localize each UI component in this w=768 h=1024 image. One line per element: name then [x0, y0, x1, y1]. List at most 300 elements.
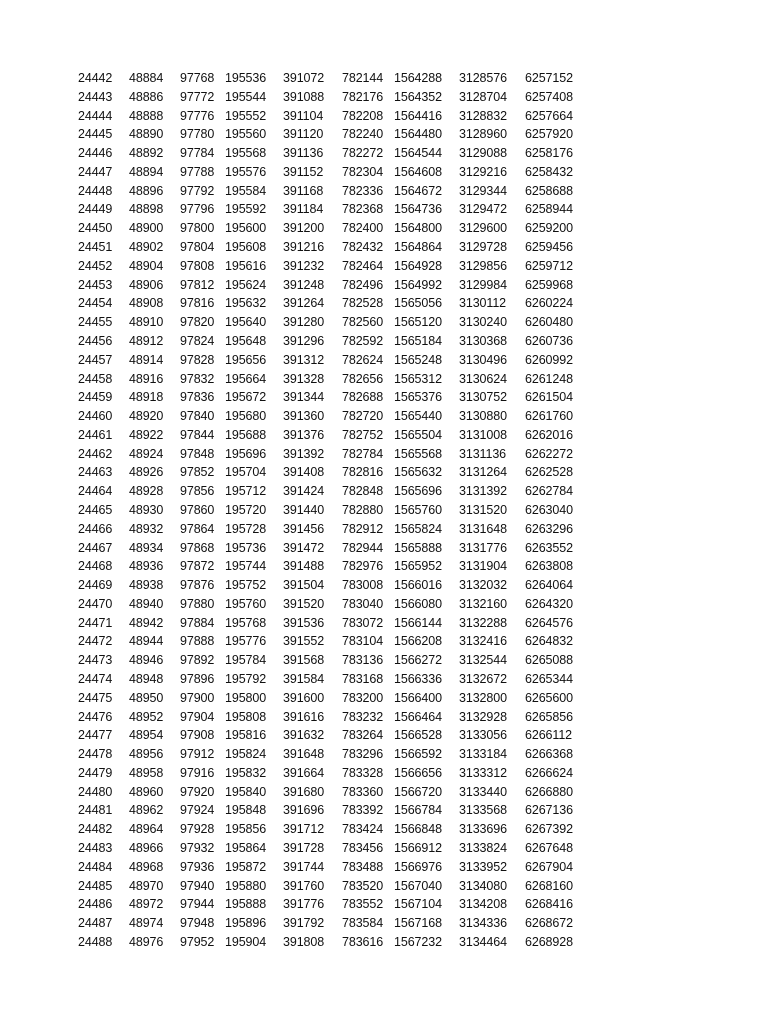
table-cell: 391488	[283, 559, 325, 574]
table-cell: 391184	[283, 202, 324, 217]
table-cell: 3134080	[459, 878, 507, 893]
table-cell: 782688	[342, 390, 384, 405]
table-cell: 6258432	[525, 164, 573, 179]
table-cell: 782784	[342, 446, 384, 461]
table-cell: 391280	[283, 315, 325, 330]
table-cell: 3132544	[459, 653, 507, 668]
table-cell: 391552	[283, 634, 325, 649]
table-cell: 3132288	[459, 615, 507, 630]
table-cell: 6260224	[525, 296, 573, 311]
table-cell: 391344	[283, 390, 325, 405]
table-cell: 391328	[283, 371, 325, 386]
table-cell: 48942	[129, 615, 164, 630]
table-cell: 1565312	[394, 371, 442, 386]
table-cell: 3133440	[459, 784, 507, 799]
table-cell: 3130880	[459, 409, 507, 424]
table-cell: 97916	[180, 765, 215, 780]
table-cell: 1565056	[394, 296, 442, 311]
table-cell: 48902	[129, 240, 164, 255]
table-cell: 48926	[129, 465, 164, 480]
table-cell: 97816	[180, 296, 215, 311]
table-cell: 24486	[78, 897, 113, 912]
table-cell: 48966	[129, 841, 164, 856]
table-cell: 97896	[180, 672, 215, 686]
table-cell: 195600	[225, 221, 267, 236]
table-cell: 195608	[225, 240, 267, 255]
table-cell: 3129344	[459, 183, 507, 198]
table-cell: 97832	[180, 371, 215, 386]
table-cell: 24444	[78, 108, 113, 123]
table-cell: 24476	[78, 709, 113, 724]
table-cell: 97952	[180, 934, 215, 949]
table-cell: 195568	[225, 146, 267, 161]
table-cell: 48884	[129, 71, 164, 85]
table-cell: 3132672	[459, 672, 507, 686]
table-cell: 97900	[180, 690, 215, 705]
table-cell: 391808	[283, 934, 325, 949]
table-cell: 195536	[225, 71, 267, 85]
table-cell: 783488	[342, 859, 384, 874]
table-cell: 48950	[129, 690, 164, 705]
table-cell: 48964	[129, 822, 164, 837]
table-cell: 97804	[180, 240, 215, 255]
table-cell: 6257920	[525, 127, 573, 142]
table-cell: 6265600	[525, 690, 573, 705]
table-cell: 783424	[342, 822, 384, 837]
table-cell: 195744	[225, 559, 267, 574]
table-cell: 391792	[283, 916, 325, 931]
table-cell: 24485	[78, 878, 113, 893]
table-cell: 391536	[283, 615, 325, 630]
table-cell: 6267904	[525, 859, 573, 874]
table-cell: 195824	[225, 747, 267, 762]
table-cell: 1564928	[394, 258, 442, 273]
table-cell: 391648	[283, 747, 325, 762]
table-cell: 783360	[342, 784, 384, 799]
table-cell: 782208	[342, 108, 384, 123]
table-cell: 782464	[342, 258, 384, 273]
table-cell: 24473	[78, 653, 113, 668]
table-cell: 391296	[283, 333, 325, 348]
table-cell: 782976	[342, 559, 384, 574]
table-cell: 24445	[78, 127, 113, 142]
table-cell: 97920	[180, 784, 215, 799]
table-cell: 24469	[78, 578, 113, 593]
table-cell: 1565184	[394, 333, 442, 348]
table-cell: 3132800	[459, 690, 507, 705]
table-cell: 391312	[283, 352, 325, 367]
table-cell: 6262016	[525, 427, 573, 442]
table-cell: 1566144	[394, 615, 442, 630]
table-cell: 195680	[225, 409, 267, 424]
table-cell: 195728	[225, 521, 267, 536]
table-cell: 97884	[180, 615, 215, 630]
table-cell: 195592	[225, 202, 267, 217]
table-cell: 97908	[180, 728, 215, 743]
table-cell: 195584	[225, 183, 267, 198]
table-cell: 24450	[78, 221, 113, 236]
table-cell: 783456	[342, 841, 384, 856]
table-cell: 3128576	[459, 71, 507, 85]
table-cell: 48962	[129, 803, 164, 818]
table-cell: 6268672	[525, 916, 573, 931]
table-cell: 6264576	[525, 615, 573, 630]
table-cell: 1565632	[394, 465, 442, 480]
table-cell: 6267136	[525, 803, 573, 818]
table-cell: 6258176	[525, 146, 573, 161]
table-cell: 97784	[180, 146, 215, 161]
table-cell: 1566272	[394, 653, 442, 668]
table-cell: 6268160	[525, 878, 573, 893]
table-cell: 391680	[283, 784, 325, 799]
table-cell: 3132032	[459, 578, 507, 593]
table-cell: 782944	[342, 540, 384, 555]
table-cell: 97852	[180, 465, 215, 480]
table-cell: 3129472	[459, 202, 507, 217]
table-cell: 97936	[180, 859, 215, 874]
table-cell: 3134208	[459, 897, 507, 912]
table-cell: 3130368	[459, 333, 507, 348]
table-cell: 48934	[129, 540, 164, 555]
table-cell: 48932	[129, 521, 164, 536]
table-cell: 24453	[78, 277, 113, 292]
table-cell: 48970	[129, 878, 164, 893]
table-cell: 6266112	[525, 728, 573, 743]
table-cell: 24478	[78, 747, 113, 762]
table-cell: 782496	[342, 277, 384, 292]
table-cell: 97792	[180, 183, 215, 198]
table-cell: 391168	[283, 183, 324, 198]
table-cell: 783136	[342, 653, 384, 668]
table-cell: 3131008	[459, 427, 507, 442]
table-cell: 1566976	[394, 859, 442, 874]
table-cell: 1564800	[394, 221, 442, 236]
table-cell: 391520	[283, 596, 325, 611]
table-cell: 24467	[78, 540, 113, 555]
table-cell: 1564992	[394, 277, 442, 292]
table-cell: 3133824	[459, 841, 507, 856]
table-cell: 24446	[78, 146, 113, 161]
table-cell: 24462	[78, 446, 113, 461]
table-cell: 391456	[283, 521, 325, 536]
table-cell: 1564864	[394, 240, 442, 255]
table-cell: 24472	[78, 634, 113, 649]
table-cell: 1565568	[394, 446, 442, 461]
table-cell: 24451	[78, 240, 113, 255]
table-cell: 782880	[342, 502, 384, 517]
table-cell: 195792	[225, 672, 267, 686]
table-cell: 6265856	[525, 709, 573, 724]
table-cell: 391616	[283, 709, 325, 724]
table-cell: 783616	[342, 934, 384, 949]
table-cell: 391408	[283, 465, 325, 480]
table-cell: 782432	[342, 240, 384, 255]
table-cell: 195640	[225, 315, 267, 330]
table-cell: 97948	[180, 916, 215, 931]
table-cell: 48952	[129, 709, 164, 724]
table-cell: 391072	[283, 71, 325, 85]
table-cell: 6268416	[525, 897, 573, 912]
table-cell: 782176	[342, 89, 384, 104]
table-cell: 6267392	[525, 822, 573, 837]
table-cell: 3132416	[459, 634, 507, 649]
table-cell: 391776	[283, 897, 325, 912]
table-cell: 1566208	[394, 634, 442, 649]
table-cell: 3131648	[459, 521, 507, 536]
table-cell: 782752	[342, 427, 384, 442]
table-cell: 48948	[129, 672, 164, 686]
table-cell: 1566592	[394, 747, 442, 762]
table-cell: 97808	[180, 258, 215, 273]
table-cell: 391136	[283, 146, 324, 161]
table-cell: 391600	[283, 690, 325, 705]
table-cell: 195576	[225, 164, 267, 179]
table-cell: 1564672	[394, 183, 442, 198]
table-cell: 3128704	[459, 89, 507, 104]
table-cell: 97796	[180, 202, 215, 217]
table-cell: 24457	[78, 352, 113, 367]
table-cell: 6258944	[525, 202, 573, 217]
table-cell: 48888	[129, 108, 164, 123]
table-cell: 195552	[225, 108, 267, 123]
table-cell: 3132160	[459, 596, 507, 611]
table-cell: 783552	[342, 897, 384, 912]
table-cell: 195840	[225, 784, 267, 799]
table-cell: 195768	[225, 615, 267, 630]
table-cell: 24466	[78, 521, 113, 536]
table-cell: 97888	[180, 634, 215, 649]
table-cell: 48900	[129, 221, 164, 236]
table-cell: 1565824	[394, 521, 442, 536]
table-cell: 97940	[180, 878, 215, 893]
table-cell: 48916	[129, 371, 164, 386]
table-cell: 195656	[225, 352, 267, 367]
table-cell: 1566656	[394, 765, 442, 780]
table-cell: 782624	[342, 352, 384, 367]
table-cell: 48972	[129, 897, 164, 912]
table-cell: 24465	[78, 502, 113, 517]
table-cell: 6262272	[525, 446, 573, 461]
table-cell: 1567168	[394, 916, 442, 931]
table-cell: 6261504	[525, 390, 573, 405]
table-cell: 24481	[78, 803, 113, 818]
table-cell: 195888	[225, 897, 267, 912]
table-cell: 391232	[283, 258, 325, 273]
table-cell: 195832	[225, 765, 267, 780]
table-cell: 3131392	[459, 484, 507, 499]
table-cell: 1566400	[394, 690, 442, 705]
table-cell: 1565888	[394, 540, 442, 555]
table-cell: 48930	[129, 502, 164, 517]
table-cell: 6257408	[525, 89, 573, 104]
table-cell: 97872	[180, 559, 215, 574]
table-cell: 48886	[129, 89, 164, 104]
table-cell: 3130240	[459, 315, 507, 330]
table-cell: 783104	[342, 634, 384, 649]
table-cell: 97924	[180, 803, 215, 818]
table-cell: 97864	[180, 521, 215, 536]
table-cell: 783200	[342, 690, 384, 705]
table-cell: 782368	[342, 202, 384, 217]
table-cell: 391664	[283, 765, 325, 780]
table-cell: 48904	[129, 258, 164, 273]
table-cell: 24475	[78, 690, 113, 705]
table-cell: 195696	[225, 446, 267, 461]
table-cell: 1566912	[394, 841, 442, 856]
table-cell: 6258688	[525, 183, 573, 198]
table-cell: 195848	[225, 803, 267, 818]
table-cell: 48938	[129, 578, 164, 593]
table-cell: 3129984	[459, 277, 507, 292]
table-cell: 782240	[342, 127, 384, 142]
table-cell: 195704	[225, 465, 267, 480]
table-cell: 6259456	[525, 240, 573, 255]
table-cell: 48976	[129, 934, 164, 949]
table-cell: 48892	[129, 146, 164, 161]
table-cell: 97928	[180, 822, 215, 837]
table-cell: 391216	[283, 240, 325, 255]
table-cell: 48946	[129, 653, 164, 668]
table-cell: 1564608	[394, 164, 442, 179]
table-cell: 1564416	[394, 108, 442, 123]
table-cell: 783008	[342, 578, 384, 593]
table-cell: 6260992	[525, 352, 573, 367]
table-cell: 97848	[180, 446, 215, 461]
table-cell: 195760	[225, 596, 267, 611]
table-cell: 1566848	[394, 822, 442, 837]
table-cell: 391088	[283, 89, 325, 104]
table-cell: 6261248	[525, 371, 573, 386]
table-cell: 6268928	[525, 934, 573, 949]
table-cell: 195624	[225, 277, 267, 292]
table-cell: 3129600	[459, 221, 507, 236]
table-cell: 3131520	[459, 502, 507, 517]
table-cell: 6266880	[525, 784, 573, 799]
table-cell: 48928	[129, 484, 164, 499]
table-cell: 6266624	[525, 765, 573, 780]
table-cell: 391504	[283, 578, 325, 593]
table-cell: 1566080	[394, 596, 442, 611]
table-cell: 48968	[129, 859, 164, 874]
table-cell: 391632	[283, 728, 325, 743]
table-cell: 783232	[342, 709, 384, 724]
table-cell: 48944	[129, 634, 164, 649]
table-cell: 97824	[180, 333, 215, 348]
table-cell: 391376	[283, 427, 325, 442]
table-cell: 391760	[283, 878, 325, 893]
table-cell: 391568	[283, 653, 325, 668]
table-cell: 783328	[342, 765, 384, 780]
table-cell: 1565440	[394, 409, 442, 424]
table-cell: 195544	[225, 89, 267, 104]
table-cell: 6259200	[525, 221, 573, 236]
table-cell: 3134336	[459, 916, 507, 931]
table-cell: 24474	[78, 672, 113, 686]
table-cell: 24471	[78, 615, 113, 630]
table-cell: 6263808	[525, 559, 573, 574]
table-cell: 24483	[78, 841, 113, 856]
table-cell: 1566784	[394, 803, 442, 818]
table-cell: 783296	[342, 747, 384, 762]
table-cell: 391440	[283, 502, 325, 517]
table-cell: 3128832	[459, 108, 507, 123]
table-cell: 24477	[78, 728, 113, 743]
table-cell: 48974	[129, 916, 164, 931]
table-cell: 24461	[78, 427, 113, 442]
table-cell: 782272	[342, 146, 384, 161]
table-cell: 1564288	[394, 71, 442, 85]
table-cell: 24463	[78, 465, 113, 480]
table-cell: 6262528	[525, 465, 573, 480]
table-cell: 195560	[225, 127, 267, 142]
table-cell: 782656	[342, 371, 384, 386]
table-cell: 782400	[342, 221, 384, 236]
table-cell: 48896	[129, 183, 164, 198]
table-cell: 3133056	[459, 728, 507, 743]
table-cell: 97892	[180, 653, 215, 668]
table-cell: 391392	[283, 446, 325, 461]
table-cell: 195784	[225, 653, 267, 668]
table-cell: 1567040	[394, 878, 442, 893]
table-cell: 24464	[78, 484, 113, 499]
table-cell: 24488	[78, 934, 113, 949]
table-cell: 48898	[129, 202, 164, 217]
table-cell: 783520	[342, 878, 384, 893]
table-cell: 195632	[225, 296, 267, 311]
table-cell: 48914	[129, 352, 164, 367]
table-cell: 1564544	[394, 146, 442, 161]
table-cell: 1565696	[394, 484, 442, 499]
table-cell: 97868	[180, 540, 215, 555]
table-cell: 195816	[225, 728, 267, 743]
table-cell: 24458	[78, 371, 113, 386]
table-cell: 1564480	[394, 127, 442, 142]
table-cell: 3133952	[459, 859, 507, 874]
table-cell: 97780	[180, 127, 215, 142]
table-cell: 195672	[225, 390, 267, 405]
table-cell: 24454	[78, 296, 113, 311]
table-cell: 391744	[283, 859, 325, 874]
table-cell: 6264064	[525, 578, 573, 593]
table-cell: 195664	[225, 371, 267, 386]
table-cell: 782912	[342, 521, 384, 536]
table-cell: 97880	[180, 596, 215, 611]
table-cell: 195856	[225, 822, 267, 837]
table-cell: 6261760	[525, 409, 573, 424]
table-cell: 1566720	[394, 784, 442, 799]
table-cell: 783584	[342, 916, 384, 931]
table-cell: 391120	[283, 127, 324, 142]
table-cell: 24468	[78, 559, 113, 574]
table-cell: 48920	[129, 409, 164, 424]
table-cell: 97840	[180, 409, 215, 424]
table-cell: 6265088	[525, 653, 573, 668]
table-cell: 24449	[78, 202, 113, 217]
table-cell: 3131904	[459, 559, 507, 574]
table-cell: 24442	[78, 71, 113, 85]
table-cell: 3133696	[459, 822, 507, 837]
table-cell: 3130112	[459, 296, 507, 311]
table-cell: 97944	[180, 897, 215, 912]
table-cell: 24484	[78, 859, 113, 874]
table-cell: 24455	[78, 315, 113, 330]
table-cell: 783392	[342, 803, 384, 818]
table-cell: 3134464	[459, 934, 507, 949]
table-cell: 391200	[283, 221, 325, 236]
table-cell: 3133312	[459, 765, 507, 780]
table-cell: 24470	[78, 596, 113, 611]
table-cell: 195904	[225, 934, 267, 949]
